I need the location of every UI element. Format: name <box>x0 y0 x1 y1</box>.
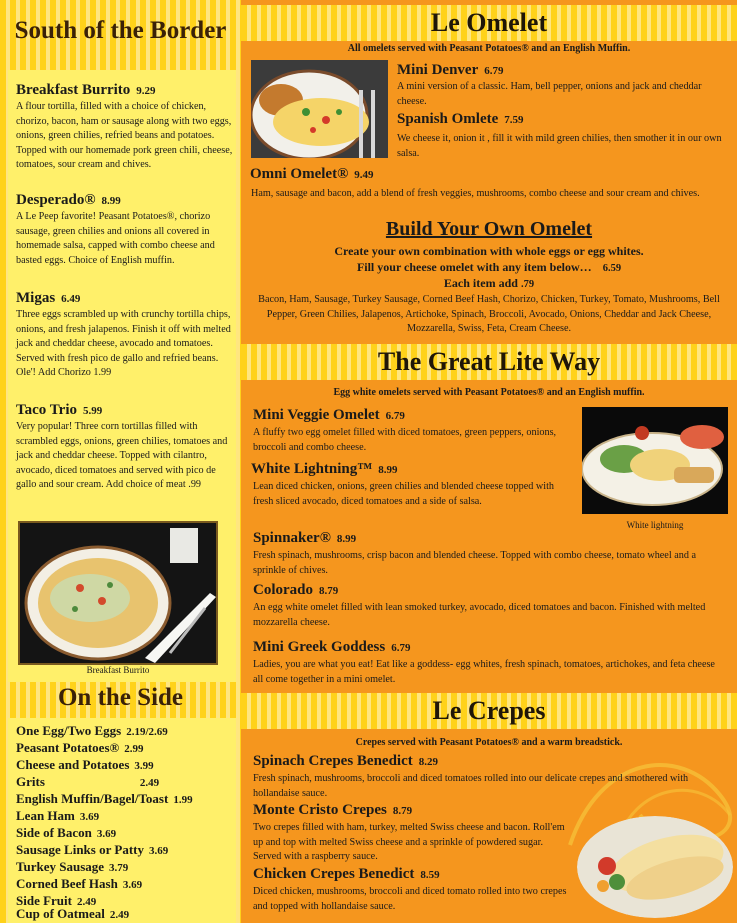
omelet-subtitle: All omelets served with Peasant Potatoes® and an English Muffin. <box>347 43 631 54</box>
menu-item-description: An egg white omelet filled with lean smoked turkey, avocado, diced tomatoes and bacon. Finished with melted mozzarella cheese. <box>253 602 706 628</box>
menu-item-name: Monte Cristo Crepes 8.79 <box>253 802 413 818</box>
white-lightning-photo <box>582 407 728 514</box>
menu-item-description: Three eggs scrambled up with crunchy tortilla chips, onions, and fresh jalapenos. Finish it off with melted jack and cheddar cheese, avocado and tomatoes. Served with fresh pico de gallo and refried beans. Ole'! Add Chorizo 1.99 <box>16 309 231 378</box>
menu-item-name: Chicken Crepes Benedict 8.59 <box>253 866 440 882</box>
le-crepes-title: Le Crepes <box>432 696 546 725</box>
build-line-1: Create your own combination with whole eggs or egg whites. <box>334 244 644 258</box>
menu-item-name: Desperado® 8.99 <box>16 192 121 208</box>
side-item: Corned Beef Hash 3.69 <box>16 876 143 891</box>
menu-item-name: White Lightning™ 8.99 <box>251 461 398 477</box>
menu-item-description: Two crepes filled with ham, turkey, melted Swiss cheese and bacon. Roll'em up and top with melted Swiss cheese and a sprinkle of powdered sugar. Served with a raspberry sauce. <box>253 822 565 862</box>
menu-item-description: A Le Peep favorite! Peasant Potatoes®, chorizo sausage, green chilies and onions all covered in homemade salsa, capped with combo cheese and basted eggs. Choice of English muffin. <box>16 211 215 266</box>
side-item: English Muffin/Bagel/Toast 1.99 <box>16 791 193 806</box>
menu-item-description: Diced chicken, mushrooms, broccoli and diced tomato rolled into two crepes and topped with hollandaise sauce. <box>253 886 567 912</box>
le-omelet-title: Le Omelet <box>430 8 548 37</box>
breakfast-burrito-photo <box>18 521 218 665</box>
side-item: Peasant Potatoes® 2.99 <box>16 740 144 755</box>
side-item: Sausage Links or Patty 3.69 <box>16 842 169 857</box>
menu-item-description: Ladies, you are what you eat! Eat like a goddess- egg whites, fresh spinach, tomatoes, artichokes, and feta cheese all come together in a mini omelet. <box>253 659 715 685</box>
menu-item-description: A flour tortilla, filled with a choice of chicken, chorizo, bacon, ham or sausage along with two eggs, onions, green chilies, refried beans and potatoes. Topped with our homemade pork green chili, cheese, tomatoes, sour cream and chives. <box>16 101 233 170</box>
south-of-the-border-title: South of the Border <box>14 17 227 44</box>
menu-item-name: Spinach Crepes Benedict 8.29 <box>253 753 438 769</box>
side-item: Cup of Oatmeal 2.49 <box>16 906 130 921</box>
crepes-photo <box>577 816 733 918</box>
photo-caption: White lightning <box>626 520 684 530</box>
side-item: Turkey Sausage 3.79 <box>16 859 129 874</box>
menu-item-description: We cheese it, onion it , fill it with mild green chilies, then smother it in our own salsa. <box>397 133 722 159</box>
menu-item-name: Spinnaker® 8.99 <box>253 530 357 546</box>
menu-item-name: Colorado 8.79 <box>253 582 339 598</box>
le-omelet-banner <box>241 5 737 41</box>
menu-item-name: Breakfast Burrito 9.29 <box>16 82 156 98</box>
on-the-side-title: On the Side <box>57 684 184 711</box>
menu-item-name: Mini Denver 6.79 <box>397 62 504 78</box>
side-item: Cheese and Potatoes 3.99 <box>16 757 154 772</box>
side-item: Side Fruit 2.49 <box>16 893 97 908</box>
side-item: Side of Bacon 3.69 <box>16 825 117 840</box>
great-lite-way-banner <box>241 344 737 380</box>
great-lite-way-title: The Great Lite Way <box>377 347 601 376</box>
menu-item-description: Fresh spinach, mushrooms, broccoli and diced tomatoes rolled into our delicate crepes and smothered with hollandaise sauce. <box>253 773 689 799</box>
side-item: One Egg/Two Eggs 2.19/2.69 <box>16 723 168 738</box>
side-item: Lean Ham 3.69 <box>16 808 100 823</box>
menu-item-name: Spanish Omlete 7.59 <box>397 111 524 127</box>
le-crepes-banner <box>241 693 737 729</box>
lite-subtitle: Egg white omelets served with Peasant Potatoes® and an English muffin. <box>333 387 645 398</box>
build-items-list: Bacon, Ham, Sausage, Turkey Sausage, Corned Beef Hash, Chorizo, Chicken, Turkey, Tomato, Mushrooms, Bell Pepper, Green Chilies, Jalapenos, Artichoke, Spinach, Broccoli, Avocado, Onions, Cheddar and Jack Cheese, Mozzarella, Swiss, Feta, Cream Cheese. <box>258 294 720 334</box>
menu-item-name: Omni Omelet® 9.49 <box>250 166 374 182</box>
build-your-own-title: Build Your Own Omelet <box>385 218 593 240</box>
menu-item-description: Lean diced chicken, onions, green chilies and blended cheese topped with fresh sliced avocado, diced tomatoes and a side of salsa. <box>253 481 554 507</box>
menu-item-name: Mini Veggie Omelet 6.79 <box>253 407 405 423</box>
menu-item-description: A fluffy two egg omelet filled with diced tomatoes, green peppers, onions, broccoli and combo cheese. <box>253 427 557 453</box>
build-line-2: Fill your cheese omelet with any item below… 6.59 <box>356 260 622 274</box>
build-line-3: Each item add .79 <box>443 276 535 290</box>
photo-caption: Breakfast Burrito <box>86 665 150 675</box>
menu-item-name: Mini Greek Goddess 6.79 <box>253 639 411 655</box>
menu-item-description: Ham, sausage and bacon, add a blend of fresh veggies, mushrooms, combo cheese and sour cream and chives. <box>251 188 700 199</box>
menu-item-description: Fresh spinach, mushrooms, crisp bacon and blended cheese. Topped with combo cheese, tomato wheel and a sprinkle of chives. <box>253 550 696 576</box>
side-item: Grits 2.49 <box>16 774 160 789</box>
crepes-subtitle: Crepes served with Peasant Potatoes® and a warm breadstick. <box>355 737 623 748</box>
menu-item-name: Migas 6.49 <box>16 290 81 306</box>
menu-item-description: Very popular! Three corn tortillas filled with scrambled eggs, onions, green chilies, tomatoes and jack and cheddar cheese. Topped with cilantro, avocado, diced tomatoes and served with pico de gallo and sour cream. Add choice of meat .99 <box>16 421 228 490</box>
omelet-photo <box>251 60 388 158</box>
menu-item-name: Taco Trio 5.99 <box>16 402 103 418</box>
menu-item-description: A mini version of a classic. Ham, bell pepper, onions and jack and cheddar cheese. <box>397 81 702 107</box>
